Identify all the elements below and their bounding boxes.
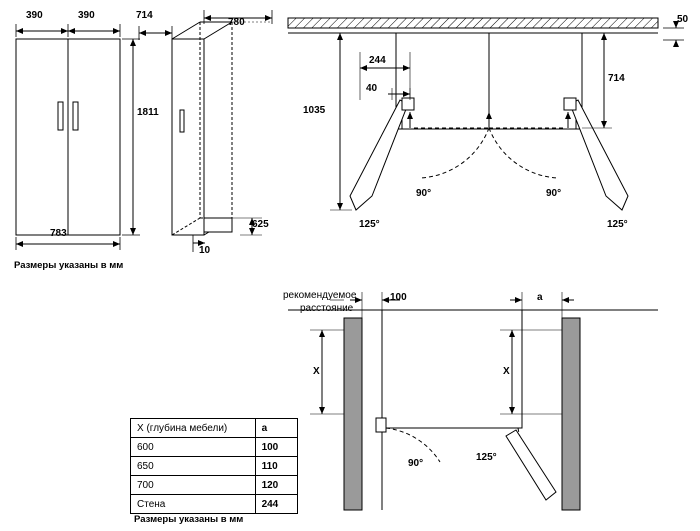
dim-244: 244	[369, 55, 386, 66]
dim-1811: 1811	[137, 107, 159, 118]
recommended-distance-line2: расстояние	[300, 303, 354, 314]
dim-10: 10	[199, 245, 211, 256]
angle-125-bottom: 125°	[476, 452, 497, 463]
dim-390-right: 390	[78, 10, 95, 21]
units-note-bottom: Размеры указаны в мм	[134, 514, 244, 525]
cell-a: 244	[255, 495, 297, 514]
dim-x-right: X	[503, 366, 510, 377]
table-header-row	[131, 419, 298, 438]
dim-390-left: 390	[26, 10, 43, 21]
dim-1035: 1035	[303, 105, 326, 116]
cell-a: 110	[255, 457, 297, 476]
recommended-distance-line1: рекомендуемое	[283, 290, 357, 301]
dim-100: 100	[390, 292, 407, 303]
angle-90-left: 90°	[416, 188, 432, 199]
table-row	[131, 438, 298, 457]
cell-x: 700	[131, 476, 256, 495]
dim-714-top: 714	[608, 73, 625, 84]
cell-x: 600	[131, 438, 256, 457]
table-row	[131, 495, 298, 514]
dim-783: 783	[50, 228, 67, 239]
dim-40: 40	[366, 83, 378, 94]
depth-table	[130, 418, 298, 514]
dim-714-side: 714	[136, 10, 153, 21]
cell-x: 650	[131, 457, 256, 476]
dim-a: a	[537, 292, 543, 303]
table-header-a: a	[255, 419, 297, 438]
angle-90-bottom: 90°	[408, 458, 424, 469]
table-header-x: X (глубина мебели)	[131, 419, 256, 438]
angle-90-right: 90°	[546, 188, 562, 199]
cell-a: 120	[255, 476, 297, 495]
dim-625: 625	[252, 219, 269, 230]
table-row	[131, 476, 298, 495]
dim-780: 780	[228, 17, 245, 28]
angle-125-left: 125°	[359, 219, 380, 230]
table-row	[131, 457, 298, 476]
angle-125-right: 125°	[607, 219, 628, 230]
cell-x: Стена	[131, 495, 256, 514]
dim-x-left: X	[313, 366, 320, 377]
units-note-top: Размеры указаны в мм	[14, 260, 124, 271]
cell-a: 100	[255, 438, 297, 457]
dim-50: 50	[677, 14, 689, 25]
